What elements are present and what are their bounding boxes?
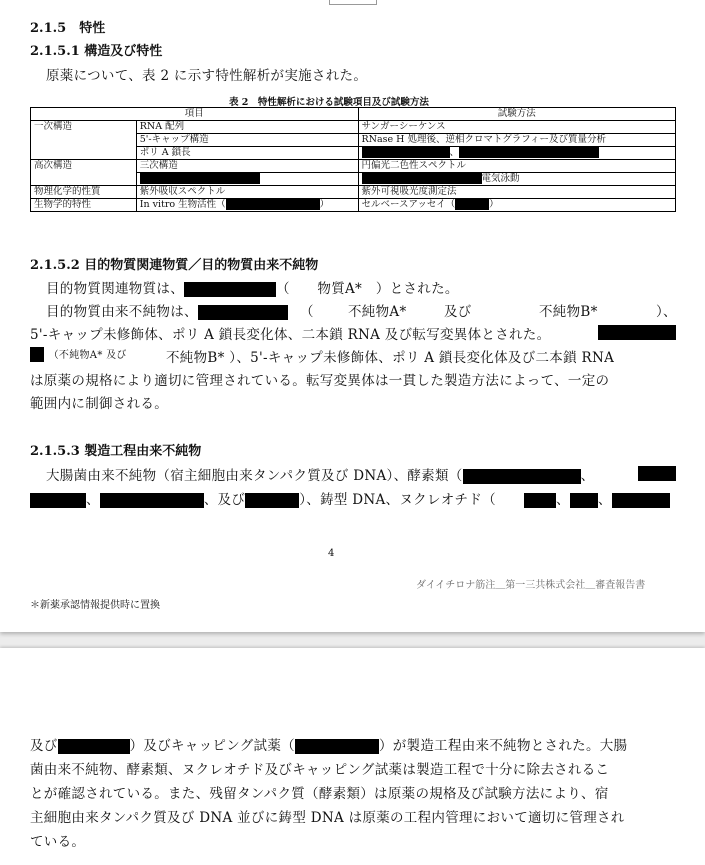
row-item: ポリ A 鎖長 bbox=[136, 147, 358, 160]
row-item: 5'-キャップ構造 bbox=[136, 134, 358, 147]
redaction-block bbox=[30, 493, 86, 508]
footnote: ＊新薬承認情報提供時に置換 bbox=[30, 600, 160, 611]
redaction-block bbox=[598, 325, 676, 340]
characterization-table bbox=[30, 107, 676, 212]
row-method: サンガーシーケンス bbox=[358, 121, 675, 134]
category-physchem: 物理化学的性質 bbox=[31, 186, 137, 199]
redaction-block bbox=[140, 173, 260, 184]
text-line: 目的物質由来不純物は、 bbox=[46, 300, 288, 320]
text-fragment: 、 、 bbox=[524, 488, 670, 508]
text-line: 、 、及び ）、鋳型 DNA、ヌクレオチド（ bbox=[30, 488, 496, 508]
text-fragment: 不純物A* bbox=[348, 304, 407, 320]
text-line: 5'-キャップ未修飾体、ポリ A 鎖長変化体、二本鎖 RNA 及び転写変異体とされた。 bbox=[30, 327, 551, 343]
redaction-block bbox=[58, 739, 130, 754]
redaction-block bbox=[459, 147, 599, 158]
row-method: セルベースアッセイ（ ） bbox=[358, 199, 675, 212]
footer-report-title: ダイイチロナ筋注＿第一三共株式会社＿審査報告書 bbox=[416, 580, 646, 591]
redaction-block bbox=[612, 493, 670, 508]
text-fragment: 不純物B* ）、5'-キャップ未修飾体、ポリ A 鎖長変化体及び二本鎖 RNA bbox=[166, 350, 615, 366]
header-method: 試験方法 bbox=[358, 108, 675, 121]
row-method: 電気泳動 bbox=[358, 173, 675, 186]
text-line: 目的物質関連物質は、 （ 物質A* ）とされた。 bbox=[46, 281, 459, 297]
row-method: 、 bbox=[358, 147, 675, 160]
redaction-block bbox=[362, 173, 482, 184]
text-line: は原薬の規格により適切に管理されている。転写変異体は一貫した製造方法によって、一定の bbox=[30, 373, 610, 389]
redaction-block bbox=[570, 493, 598, 508]
row-item bbox=[136, 173, 358, 186]
redaction-block bbox=[245, 493, 299, 508]
text-fragment: ）、 bbox=[656, 304, 677, 320]
page-top-marker bbox=[329, 0, 377, 5]
redaction-block bbox=[638, 466, 676, 481]
text-line: 主細胞由来タンパク質及び DNA 並びに鋳型 DNA は原薬の工程内管理において適切に管理され bbox=[30, 810, 625, 826]
section-heading-2-1-5: 2.1.5 特性 bbox=[30, 21, 106, 36]
category-bio: 生物学的特性 bbox=[31, 199, 137, 212]
section-heading-2-1-5-2: 2.1.5.2 目的物質関連物質／目的物質由来不純物 bbox=[30, 258, 319, 273]
text-fragment: 不純物B* bbox=[539, 304, 598, 320]
table-row bbox=[31, 199, 676, 212]
redaction-block bbox=[226, 199, 320, 210]
text-fragment: （ bbox=[300, 304, 314, 320]
row-item: In vitro 生物活性（ ） bbox=[136, 199, 358, 212]
row-method: RNase H 処理後、逆相クロマトグラフィー及び質量分析 bbox=[358, 134, 675, 147]
redaction-block bbox=[100, 493, 204, 508]
table-row bbox=[31, 121, 676, 134]
redaction-block bbox=[198, 305, 288, 320]
redaction-block bbox=[362, 147, 450, 158]
table-row bbox=[31, 160, 676, 173]
text-line: 範囲内に制御される。 bbox=[30, 396, 168, 412]
table-caption: 表 2 特性解析における試験項目及び試験方法 bbox=[229, 97, 429, 108]
row-item: RNA 配列 bbox=[136, 121, 358, 134]
header-item: 項目 bbox=[31, 108, 359, 121]
redaction-block bbox=[295, 739, 379, 754]
section-heading-2-1-5-3: 2.1.5.3 製造工程由来不純物 bbox=[30, 444, 202, 459]
document-page-2 bbox=[0, 648, 705, 865]
text-line: 及び ）及びキャッピング試薬（ ）が製造工程由来不純物とされた。大腸 bbox=[30, 738, 628, 754]
category-primary: 一次構造 bbox=[31, 121, 137, 160]
row-item: 紫外吸収スペクトル bbox=[136, 186, 358, 199]
row-method: 円偏光二色性スペクトル bbox=[358, 160, 675, 173]
redaction-block bbox=[455, 199, 489, 210]
page-number: 4 bbox=[328, 548, 335, 559]
text-line: 菌由来不純物、酵素類、ヌクレオチド及びキャッピング試薬は製造工程で十分に除去されるこ bbox=[30, 762, 610, 778]
paragraph-2-1-5-1: 原薬について、表 2 に示す特性解析が実施された。 bbox=[46, 68, 368, 84]
category-higher: 高次構造 bbox=[31, 160, 137, 186]
text-line: （不純物A* 及び bbox=[30, 346, 127, 362]
text-line: ている。 bbox=[30, 834, 86, 850]
text-fragment: 及び bbox=[444, 304, 472, 320]
row-method: 紫外可視吸光度測定法 bbox=[358, 186, 675, 199]
table-header-row bbox=[31, 108, 676, 121]
redaction-block bbox=[184, 282, 276, 297]
text-line: 大腸菌由来不純物（宿主細胞由来タンパク質及び DNA）、酵素類（ 、 bbox=[46, 468, 595, 484]
redaction-block bbox=[524, 493, 556, 508]
redaction-block bbox=[463, 469, 581, 484]
text-line: とが確認されている。また、残留タンパク質（酵素類）は原薬の規格及び試験方法により、宿 bbox=[30, 786, 609, 802]
redaction-block bbox=[30, 347, 44, 362]
table-row bbox=[31, 186, 676, 199]
row-item: 三次構造 bbox=[136, 160, 358, 173]
section-heading-2-1-5-1: 2.1.5.1 構造及び特性 bbox=[30, 44, 163, 59]
